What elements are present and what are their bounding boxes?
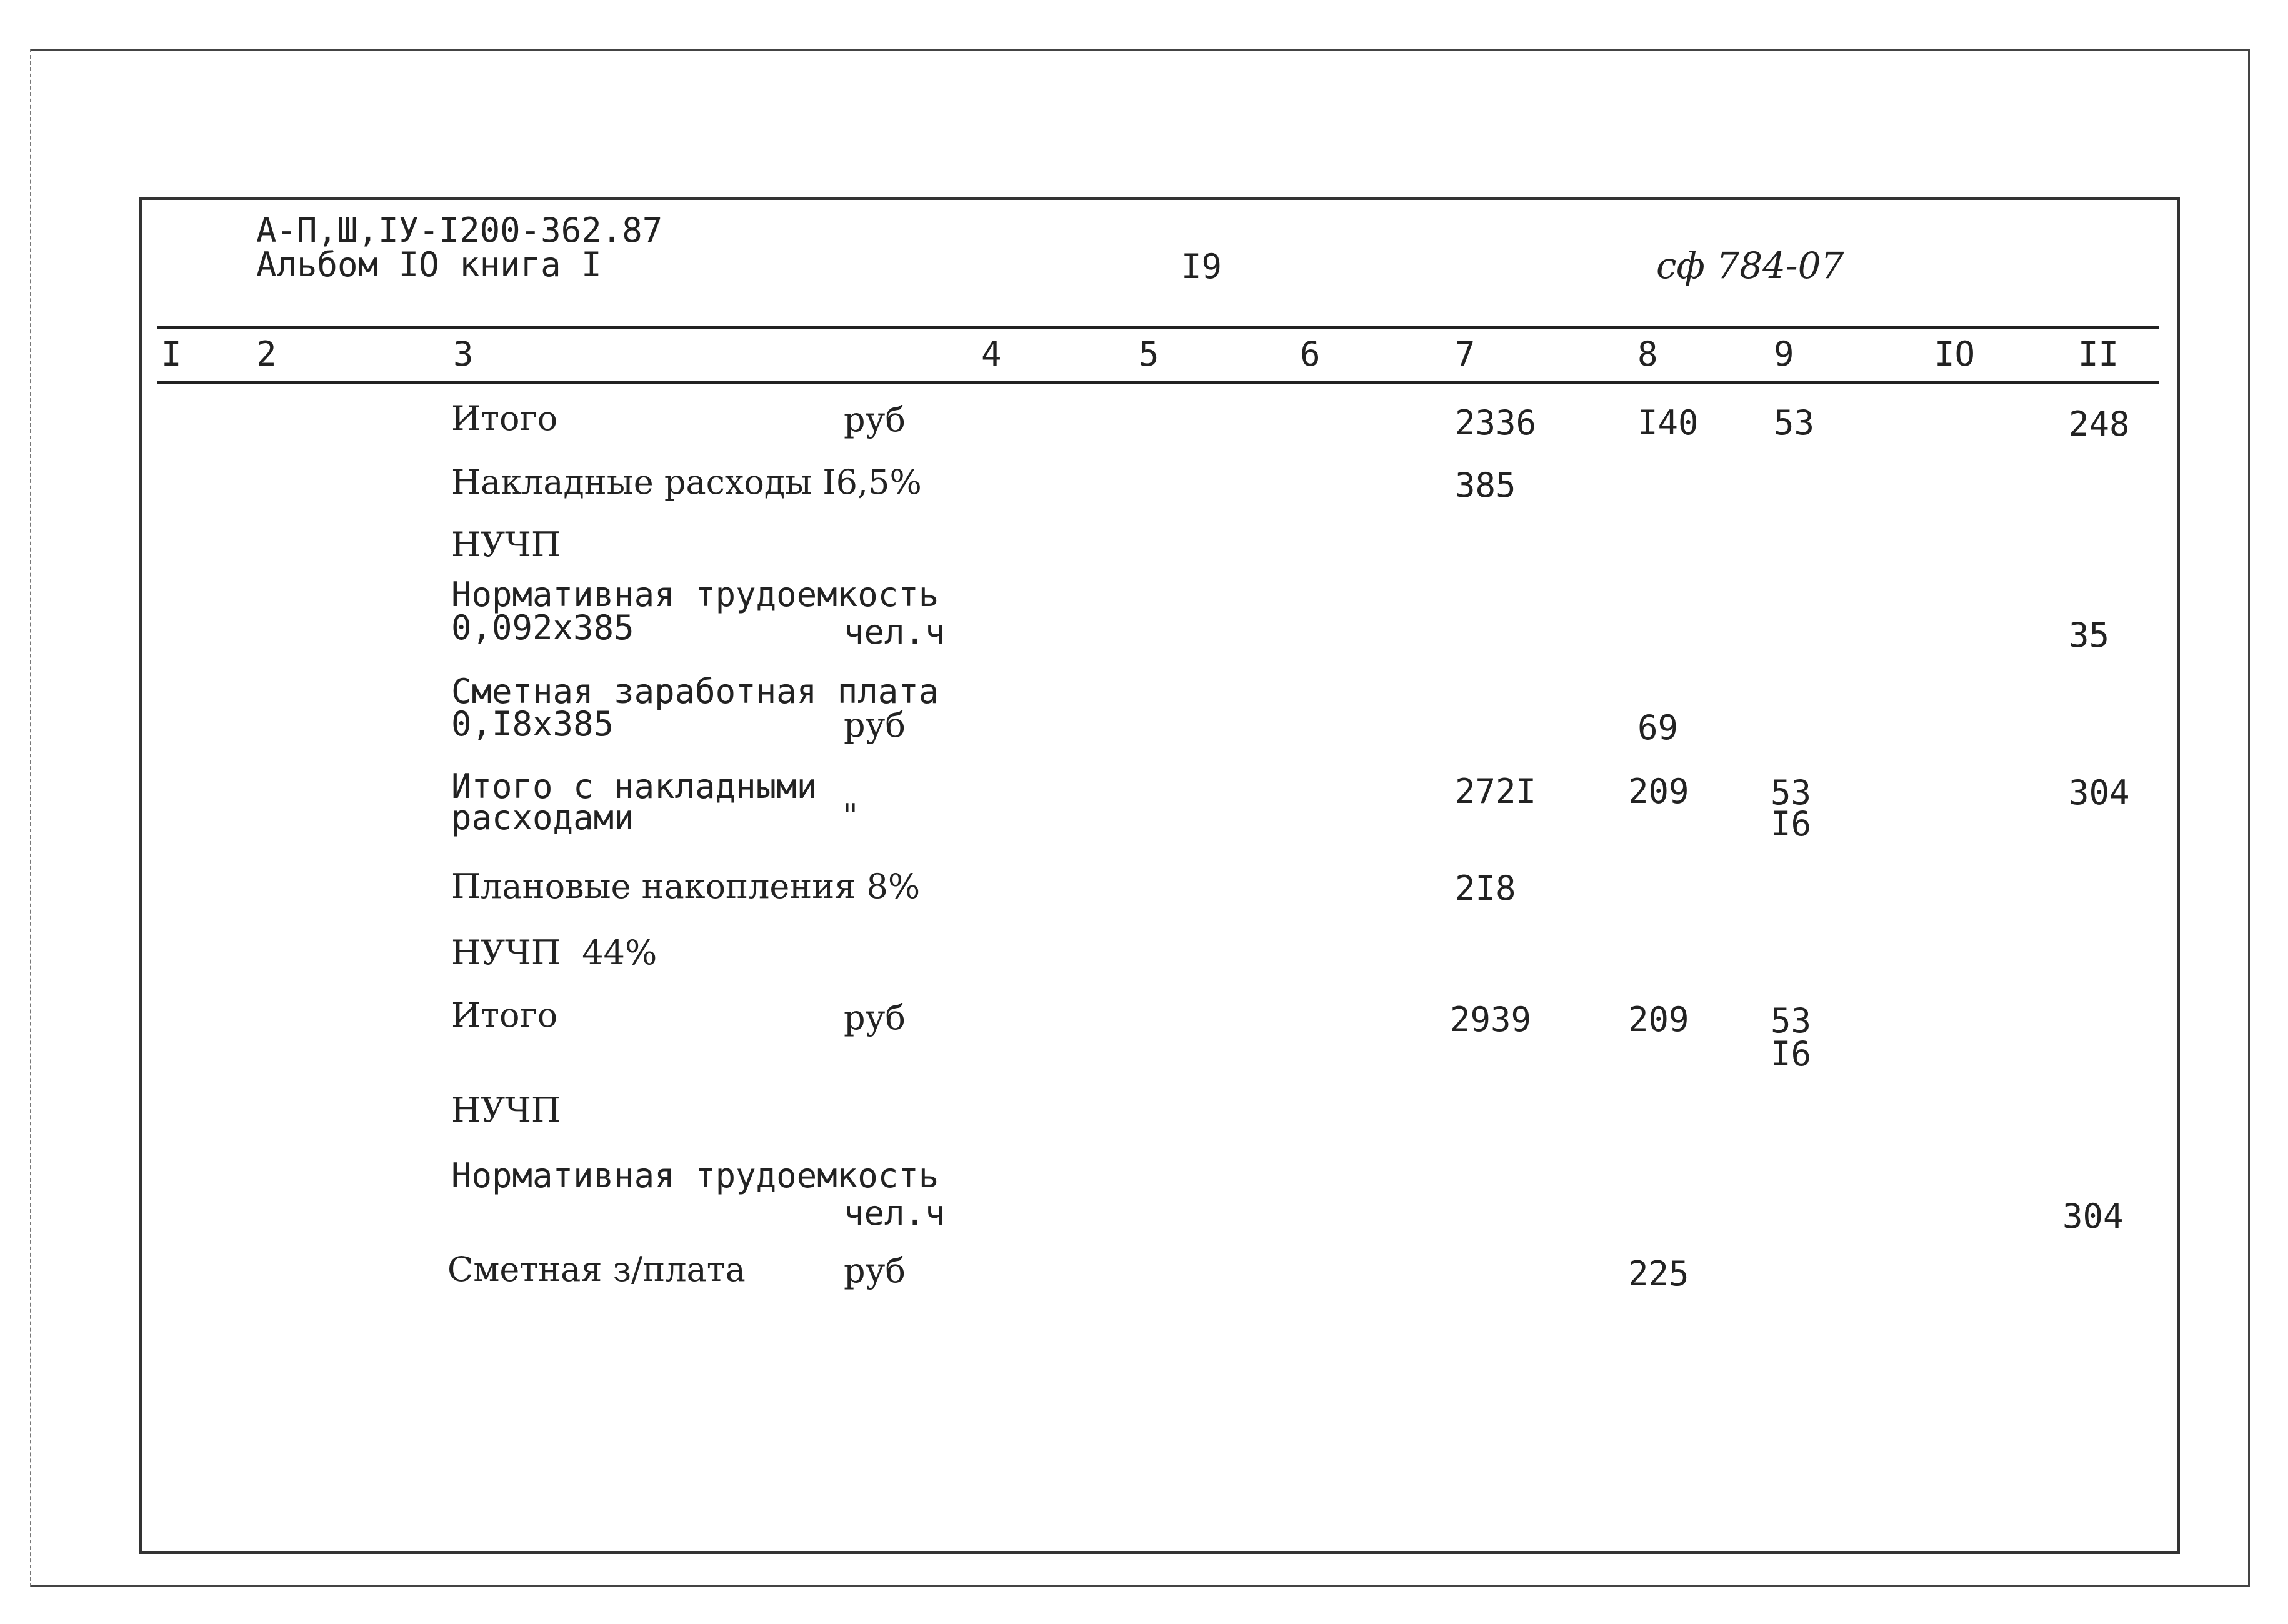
cell-col8: 209 [1628,1000,1689,1039]
cell-col9: 53 [1771,1001,1812,1040]
cell-col11: 35 [2069,615,2110,655]
cell-col11: 304 [2069,773,2130,812]
column-header-6: 6 [1300,334,1321,374]
album-label: Альбом IO книга I [256,245,602,284]
row-label-continued: расходами [451,798,634,837]
document-code: А-П,Ш,IУ-I200-362.87 [256,211,663,250]
cell-col9-second: I6 [1771,1034,1812,1074]
column-header-8: 8 [1637,334,1658,374]
cell-col9: 53 [1774,403,1815,442]
row-unit: руб [844,705,906,745]
column-header-1: I [161,334,182,374]
cell-col9-second: I6 [1771,804,1812,844]
row-label: НУЧП 44% [451,933,657,972]
row-label-formula: 0,I8х385 [451,704,614,744]
header-rule-top [157,326,2159,329]
column-header-9: 9 [1774,334,1794,374]
cell-col9: 53 [1771,773,1812,812]
row-label: НУЧП [451,525,561,564]
row-label: Плановые накопления 8% [451,867,921,906]
row-label: Итого [451,399,558,438]
row-unit: руб [844,998,906,1037]
cell-col8: 209 [1628,772,1689,811]
cell-col8: 225 [1628,1254,1689,1293]
inner-frame [139,197,2180,1554]
page-number: I9 [1181,247,1222,286]
cell-col7: 2336 [1455,403,1537,442]
row-unit: чел.ч [844,612,946,652]
column-header-2: 2 [256,334,277,374]
row-label-formula: 0,092х385 [451,608,634,647]
cell-col8: 69 [1637,708,1679,747]
cell-col11: 304 [2062,1197,2124,1236]
cell-col7: 2I8 [1455,869,1516,908]
column-header-3: 3 [453,334,474,374]
cell-col8: I40 [1637,403,1699,442]
column-header-7: 7 [1455,334,1476,374]
column-header-10: IO [1934,334,1976,374]
row-label: Сметная заработная плата [451,672,939,711]
row-label: Нормативная трудоемкость [451,1156,939,1195]
row-label: Итого с накладными [451,767,817,806]
row-label: Накладные расходы I6,5% [451,462,922,502]
row-unit: руб [844,400,906,439]
row-label: НУЧП [451,1090,561,1130]
row-unit: руб [844,1251,906,1290]
cell-col7: 385 [1455,466,1516,505]
cell-col7: 2939 [1450,1000,1532,1039]
column-header-11: II [2078,334,2119,374]
ditto-mark: " [842,797,858,836]
row-label: Сметная з/плата [447,1250,746,1289]
cell-col7: 272I [1455,772,1537,811]
cell-col11: 248 [2069,404,2130,444]
handwritten-stamp: сф 784-07 [1656,244,1844,287]
header-rule-bottom [157,381,2159,384]
row-label: Нормативная трудоемкость [451,575,939,614]
column-header-5: 5 [1139,334,1159,374]
column-header-4: 4 [981,334,1002,374]
row-label: Итого [451,995,558,1035]
row-unit: чел.ч [844,1193,946,1233]
